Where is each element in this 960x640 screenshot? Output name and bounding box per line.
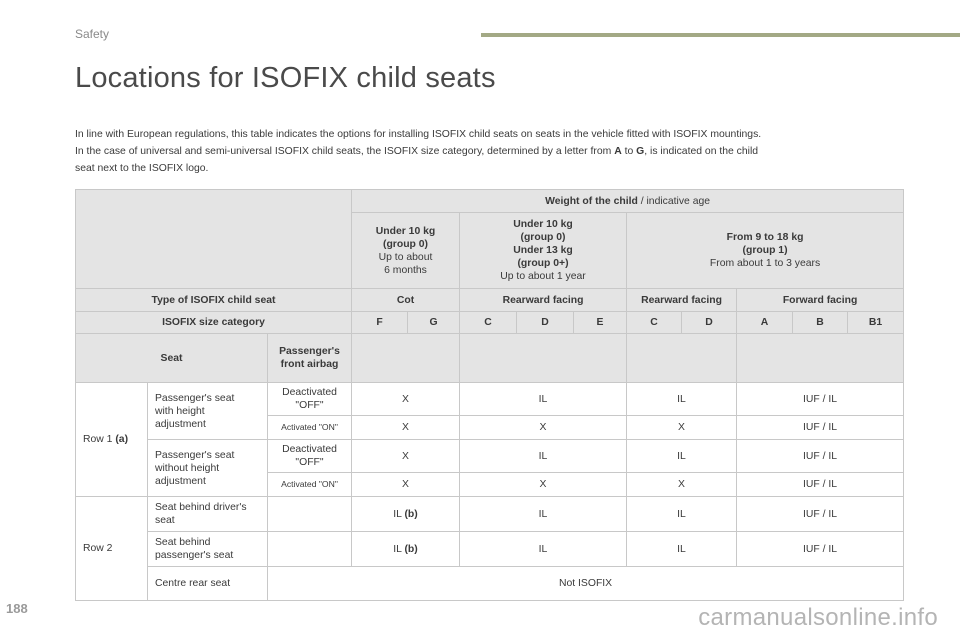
weight-header-label: Weight of the child bbox=[545, 195, 638, 207]
airbag-empty bbox=[268, 497, 352, 532]
section-label: Safety bbox=[75, 27, 110, 41]
letter-a: A bbox=[614, 146, 622, 157]
value-cell: IUF / IL bbox=[737, 440, 904, 473]
seat-height-adjustment: Passenger's seat with height adjustment bbox=[148, 383, 268, 440]
airbag-label: Passenger's front airbag bbox=[268, 334, 352, 383]
size-cell: F bbox=[352, 312, 408, 334]
watermark: carmanualsonline.info bbox=[698, 604, 938, 631]
row-2-label: Row 2 bbox=[76, 497, 148, 601]
size-cell: C bbox=[460, 312, 517, 334]
value-cell: IL (b) bbox=[352, 532, 460, 567]
intro-paragraph bbox=[75, 126, 895, 177]
airbag-empty bbox=[268, 532, 352, 567]
value-cell: X bbox=[460, 416, 627, 440]
size-cell: A bbox=[737, 312, 793, 334]
size-cell: B bbox=[793, 312, 848, 334]
value-cell: IUF / IL bbox=[737, 473, 904, 497]
size-label: ISOFIX size category bbox=[76, 312, 352, 334]
value-cell: X bbox=[352, 416, 460, 440]
value-cell: IL bbox=[460, 532, 627, 567]
value-cell: IUF / IL bbox=[737, 532, 904, 567]
value-cell: IUF / IL bbox=[737, 497, 904, 532]
value-cell: IL (b) bbox=[352, 497, 460, 532]
empty-header-cell bbox=[460, 334, 627, 383]
type-cot: Cot bbox=[352, 289, 460, 312]
value-cell: IL bbox=[627, 532, 737, 567]
row-1-label: Row 1 (a) bbox=[76, 383, 148, 497]
intro-line-2a: In the case of universal and semi-universal ISOFIX child seats, the ISOFIX size category, determined by a letter from bbox=[75, 146, 615, 157]
page-number: 188 bbox=[6, 601, 28, 616]
value-cell: X bbox=[352, 440, 460, 473]
section-bar bbox=[481, 33, 960, 37]
empty-header-cell bbox=[737, 334, 904, 383]
value-cell: X bbox=[352, 383, 460, 416]
intro-line-2b: , is indicated on the child bbox=[644, 146, 759, 157]
type-rearward-2: Rearward facing bbox=[627, 289, 737, 312]
group-1-header: From 9 to 18 kg (group 1) From about 1 to 3 years bbox=[627, 213, 904, 289]
empty-header-cell bbox=[352, 334, 460, 383]
centre-rear-seat: Centre rear seat bbox=[148, 567, 268, 601]
type-label: Type of ISOFIX child seat bbox=[76, 289, 352, 312]
size-cell: D bbox=[682, 312, 737, 334]
size-cell: B1 bbox=[848, 312, 904, 334]
seat-behind-passenger: Seat behind passenger's seat bbox=[148, 532, 268, 567]
weight-header-suffix: / indicative age bbox=[637, 195, 711, 207]
value-cell: X bbox=[627, 416, 737, 440]
group-0-header: Under 10 kg (group 0) Up to about 6 months bbox=[352, 213, 460, 289]
value-cell: X bbox=[627, 473, 737, 497]
type-forward: Forward facing bbox=[737, 289, 904, 312]
intro-line-3: seat next to the ISOFIX logo. bbox=[75, 163, 209, 174]
size-cell: E bbox=[574, 312, 627, 334]
value-cell: IUF / IL bbox=[737, 383, 904, 416]
weight-header bbox=[352, 190, 904, 213]
isofix-table bbox=[75, 189, 904, 601]
page-title: Locations for ISOFIX child seats bbox=[75, 62, 496, 94]
size-cell: G bbox=[408, 312, 460, 334]
seat-behind-driver: Seat behind driver's seat bbox=[148, 497, 268, 532]
size-cell: C bbox=[627, 312, 682, 334]
airbag-activated: Activated "ON" bbox=[268, 416, 352, 440]
type-rearward-1: Rearward facing bbox=[460, 289, 627, 312]
seat-no-height-adjustment: Passenger's seat without height adjustment bbox=[148, 440, 268, 497]
value-cell: IL bbox=[460, 497, 627, 532]
airbag-deactivated: Deactivated "OFF" bbox=[268, 383, 352, 416]
not-isofix-cell: Not ISOFIX bbox=[268, 567, 904, 601]
airbag-activated: Activated "ON" bbox=[268, 473, 352, 497]
value-cell: X bbox=[352, 473, 460, 497]
airbag-deactivated: Deactivated "OFF" bbox=[268, 440, 352, 473]
table-corner bbox=[76, 190, 352, 289]
value-cell: IL bbox=[627, 497, 737, 532]
size-cell: D bbox=[517, 312, 574, 334]
letter-g: G bbox=[636, 146, 645, 157]
value-cell: IUF / IL bbox=[737, 416, 904, 440]
value-cell: IL bbox=[627, 383, 737, 416]
value-cell: IL bbox=[627, 440, 737, 473]
seat-label: Seat bbox=[76, 334, 268, 383]
intro-line-1: In line with European regulations, this table indicates the options for installing ISOFIX child seats on seats in the vehicle fitted with ISOFIX mountings. bbox=[75, 129, 762, 140]
value-cell: X bbox=[460, 473, 627, 497]
group-0plus-header: Under 10 kg (group 0) Under 13 kg (group 0+) Up to about 1 year bbox=[460, 213, 627, 289]
empty-header-cell bbox=[627, 334, 737, 383]
intro-to: to bbox=[621, 146, 637, 157]
value-cell: IL bbox=[460, 440, 627, 473]
value-cell: IL bbox=[460, 383, 627, 416]
